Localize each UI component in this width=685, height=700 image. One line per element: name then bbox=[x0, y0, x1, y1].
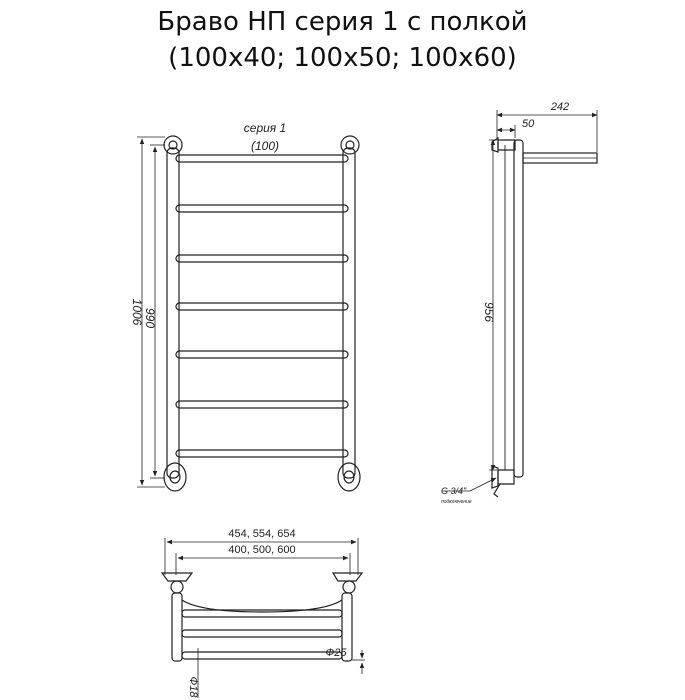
bottom-view bbox=[162, 538, 365, 698]
shelf-bar bbox=[182, 630, 342, 637]
series-sub: (100) bbox=[250, 139, 280, 153]
connection-label: G 3/4" bbox=[441, 486, 467, 496]
rung bbox=[176, 205, 348, 212]
top-left-bracket bbox=[164, 136, 182, 154]
bottom-right-bracket bbox=[338, 463, 360, 491]
side-rail bbox=[514, 140, 523, 477]
front-view bbox=[137, 136, 360, 491]
dim-text-242: 242 bbox=[550, 101, 570, 113]
rung bbox=[176, 401, 348, 408]
bottom-left-bracket bbox=[164, 463, 186, 491]
side-bottom-connection bbox=[498, 470, 514, 484]
side-view bbox=[442, 110, 597, 497]
dim-text-50: 50 bbox=[522, 118, 535, 130]
dim-text-width-outer: 454, 554, 654 bbox=[228, 528, 296, 540]
dim-text-pipe-18: Ф18 bbox=[187, 676, 199, 698]
dim-text-990: 990 bbox=[143, 307, 157, 329]
top-right-bracket bbox=[341, 136, 359, 154]
connection-sub: подключение bbox=[441, 499, 472, 505]
front-rungs bbox=[176, 155, 348, 457]
side-top-bracket bbox=[498, 140, 515, 150]
diagram-title-line2: (100x40; 100x50; 100x60) bbox=[168, 43, 517, 73]
rung bbox=[176, 255, 348, 262]
diagram-title-line1: Браво НП серия 1 с полкой bbox=[157, 7, 528, 37]
shelf-bar bbox=[182, 652, 342, 659]
right-rail bbox=[343, 148, 355, 478]
dim-text-pipe-25: Ф25 bbox=[325, 647, 347, 659]
left-rail bbox=[167, 148, 179, 478]
bottom-left-mount bbox=[162, 573, 192, 581]
shelf-left-rail bbox=[172, 593, 182, 661]
rung bbox=[176, 351, 348, 358]
rung bbox=[176, 303, 348, 310]
rung bbox=[176, 450, 348, 457]
rung bbox=[176, 155, 348, 162]
dim-text-width-inner: 400, 500, 600 bbox=[228, 544, 296, 556]
dim-text-956: 956 bbox=[482, 301, 496, 323]
shelf-bar bbox=[182, 610, 342, 617]
dim-text-1006: 1006 bbox=[130, 298, 144, 326]
series-label: серия 1 bbox=[243, 121, 287, 135]
